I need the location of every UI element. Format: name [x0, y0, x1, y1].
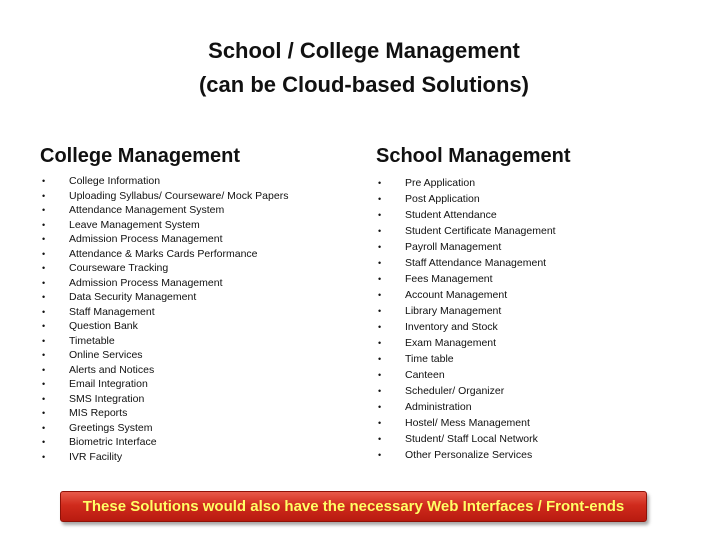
- title-line-1: School / College Management: [208, 38, 520, 63]
- bullet-icon: •: [42, 364, 46, 375]
- bullet-icon: •: [378, 194, 382, 204]
- list-item: [42, 203, 362, 218]
- list-item-label: Biometric Interface: [69, 436, 157, 448]
- list-item: [42, 450, 362, 465]
- list-item: [42, 247, 362, 262]
- list-item-label: Student Attendance: [405, 209, 497, 221]
- list-item: [378, 223, 708, 239]
- bullet-icon: •: [378, 386, 382, 396]
- list-item: [378, 415, 708, 431]
- bullet-icon: •: [378, 306, 382, 316]
- list-item: [378, 351, 708, 367]
- list-item-label: Scheduler/ Organizer: [405, 385, 505, 397]
- college-management-list: [42, 174, 362, 464]
- list-item: [378, 367, 708, 383]
- list-item-label: Admission Process Management: [69, 276, 223, 289]
- list-item: [42, 319, 362, 334]
- list-item-label: Leave Management System: [69, 218, 200, 231]
- list-item: [42, 406, 362, 421]
- school-management-list: [378, 175, 708, 463]
- list-item: [378, 335, 708, 351]
- list-item-label: Student Certificate Management: [405, 225, 556, 237]
- list-item: [42, 421, 362, 436]
- list-item: [378, 239, 708, 255]
- title-line-2: (can be Cloud-based Solutions): [198, 72, 529, 97]
- bullet-icon: •: [378, 370, 382, 380]
- bullet-icon: •: [42, 205, 46, 215]
- list-item: [378, 319, 708, 335]
- list-item-label: Data Security Management: [69, 291, 197, 303]
- list-item-label: Staff Attendance Management: [405, 257, 547, 269]
- bullet-icon: •: [378, 450, 382, 460]
- bullet-icon: •: [42, 393, 46, 404]
- list-item-label: Question Bank: [69, 320, 138, 332]
- list-item: [378, 191, 708, 207]
- list-item-label: Uploading Syllabus/ Courseware/ Mock Papers: [69, 189, 289, 202]
- list-item-label: Attendance & Marks Cards Performance: [69, 247, 258, 260]
- bullet-icon: •: [378, 226, 382, 236]
- list-item: [42, 377, 362, 392]
- list-item-label: Student/ Staff Local Network: [405, 433, 538, 445]
- list-item-label: Fees Management: [405, 273, 493, 285]
- list-item-label: Administration: [405, 401, 472, 413]
- bullet-icon: •: [42, 321, 46, 331]
- bullet-icon: •: [378, 178, 382, 188]
- list-item-label: Courseware Tracking: [69, 262, 169, 274]
- bullet-icon: •: [42, 379, 46, 389]
- bullet-icon: •: [42, 248, 46, 259]
- list-item: [378, 287, 708, 303]
- bullet-icon: •: [42, 350, 46, 360]
- bullet-icon: •: [42, 437, 46, 447]
- list-item-label: Account Management: [405, 289, 508, 301]
- school-management-heading: School Management: [376, 145, 571, 167]
- bullet-icon: •: [42, 234, 46, 244]
- list-item: [378, 271, 708, 287]
- list-item: [378, 255, 708, 271]
- bullet-icon: •: [42, 408, 46, 418]
- bullet-icon: •: [378, 210, 382, 220]
- list-item: [378, 447, 708, 463]
- list-item: [42, 174, 362, 189]
- list-item: [378, 175, 708, 191]
- list-item-label: Canteen: [405, 369, 445, 381]
- list-item-label: Payroll Management: [405, 241, 502, 253]
- list-item-label: Staff Management: [69, 305, 155, 318]
- bullet-icon: •: [378, 322, 382, 332]
- college-management-heading: College Management: [40, 145, 241, 167]
- list-item-label: Inventory and Stock: [405, 321, 498, 333]
- web-interfaces-banner: These Solutions would also have the necessary Web Interfaces / Front-ends: [60, 491, 647, 522]
- bullet-icon: •: [42, 263, 46, 273]
- list-item-label: Pre Application: [405, 177, 476, 189]
- bullet-icon: •: [42, 306, 46, 317]
- list-item-label: Admission Process Management: [69, 233, 223, 245]
- list-item: [42, 189, 362, 204]
- list-item-label: Exam Management: [405, 337, 497, 349]
- bullet-icon: •: [378, 418, 382, 428]
- bullet-icon: •: [378, 242, 382, 252]
- list-item: [42, 392, 362, 407]
- list-item-label: IVR Facility: [69, 450, 123, 463]
- list-item-label: Timetable: [69, 334, 115, 347]
- bullet-icon: •: [378, 402, 382, 412]
- list-item: [42, 435, 362, 450]
- list-item: [42, 305, 362, 320]
- list-item: [42, 232, 362, 247]
- list-item: [42, 261, 362, 276]
- list-item: [42, 290, 362, 305]
- list-item: [378, 303, 708, 319]
- bullet-icon: •: [42, 292, 46, 302]
- bullet-icon: •: [378, 258, 382, 268]
- list-item: [42, 334, 362, 349]
- list-item-label: Attendance Management System: [69, 204, 225, 216]
- bullet-icon: •: [42, 451, 46, 462]
- list-item-label: Greetings System: [69, 421, 153, 434]
- bullet-icon: •: [42, 277, 46, 288]
- list-item-label: Time table: [405, 353, 454, 365]
- bullet-icon: •: [42, 176, 46, 186]
- list-item: [42, 348, 362, 363]
- list-item-label: Hostel/ Mess Management: [405, 417, 530, 429]
- bullet-icon: •: [378, 290, 382, 300]
- list-item-label: College Information: [69, 175, 161, 187]
- list-item-label: Other Personalize Services: [405, 449, 533, 461]
- list-item-label: Library Management: [405, 305, 502, 317]
- list-item: [42, 276, 362, 291]
- list-item-label: Alerts and Notices: [69, 363, 155, 376]
- bullet-icon: •: [378, 338, 382, 348]
- bullet-icon: •: [378, 274, 382, 284]
- list-item-label: Online Services: [69, 349, 143, 361]
- list-item: [42, 218, 362, 233]
- slide-title: [0, 34, 728, 102]
- list-item-label: Email Integration: [69, 378, 148, 390]
- bullet-icon: •: [42, 190, 46, 201]
- list-item: [378, 383, 708, 399]
- list-item: [378, 431, 708, 447]
- bullet-icon: •: [378, 434, 382, 444]
- bullet-icon: •: [42, 219, 46, 230]
- bullet-icon: •: [42, 335, 46, 346]
- list-item-label: SMS Integration: [69, 392, 145, 405]
- list-item: [42, 363, 362, 378]
- list-item-label: MIS Reports: [69, 407, 128, 419]
- list-item: [378, 399, 708, 415]
- list-item-label: Post Application: [405, 193, 480, 205]
- bullet-icon: •: [42, 422, 46, 433]
- list-item: [378, 207, 708, 223]
- bullet-icon: •: [378, 354, 382, 364]
